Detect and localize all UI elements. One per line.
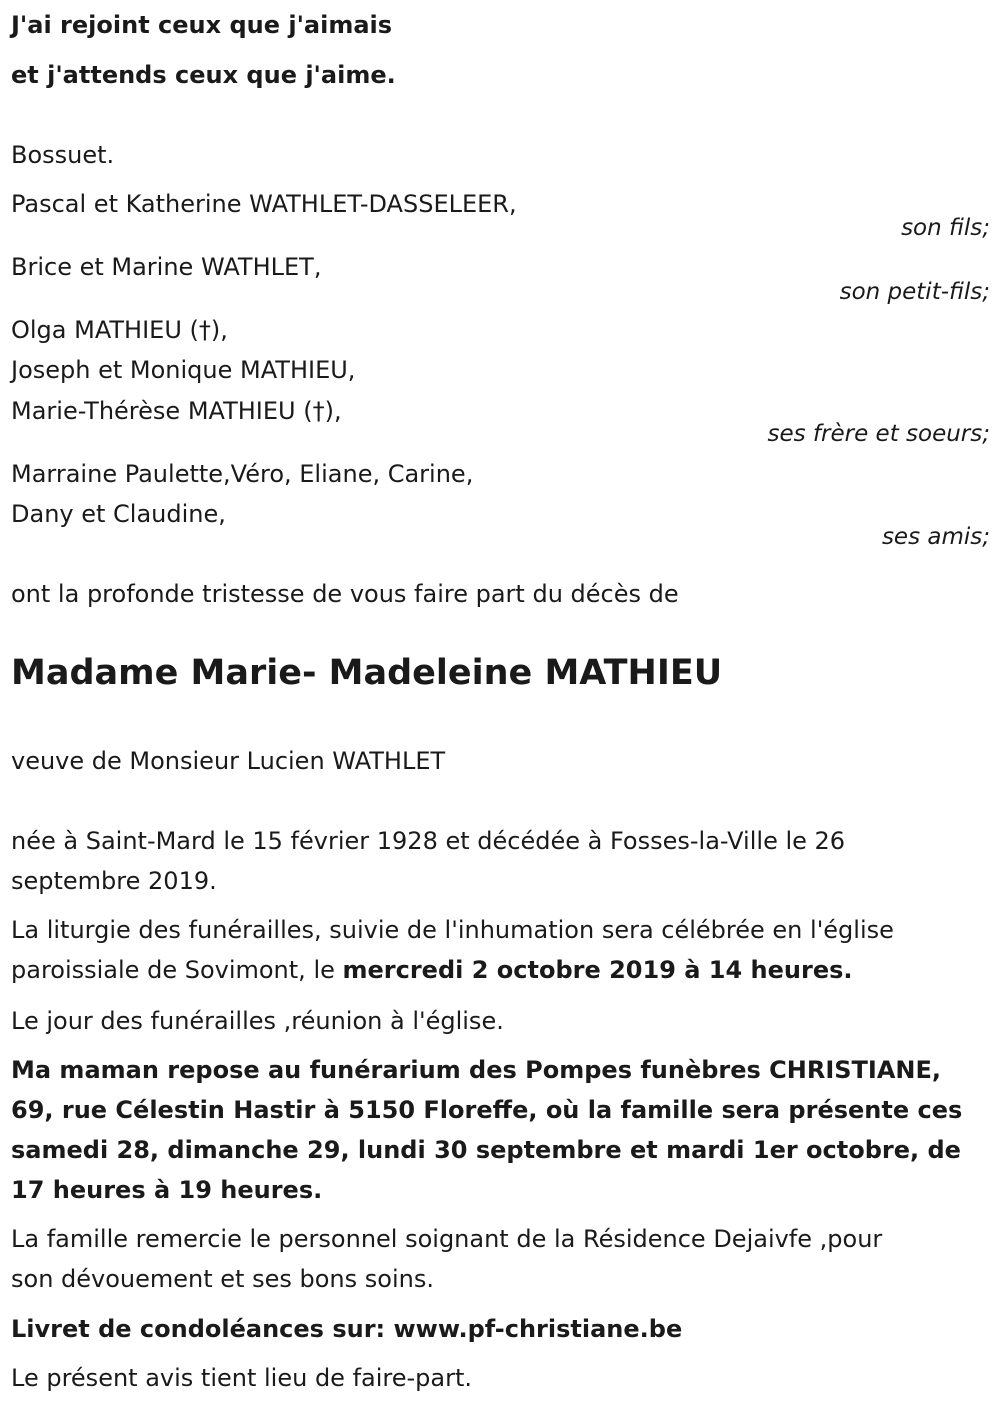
gathering-text: Le jour des funérailles ,réunion à l'église. (11, 1007, 504, 1035)
family-name-line: Dany et Claudine, (11, 500, 226, 528)
visitation-line: samedi 28, dimanche 29, lundi 30 septembre et mardi 1er octobre, de (11, 1136, 961, 1164)
birth-death-line-2: septembre 2019. (11, 867, 217, 895)
thanks-line-2: son dévouement et ses bons soins. (11, 1265, 434, 1293)
funeral-line-2 (11, 955, 853, 985)
family-name-line: Marie-Thérèse MATHIEU (†), (11, 397, 342, 425)
announcement-text: ont la profonde tristesse de vous faire part du décès de (11, 580, 679, 608)
visitation-line: 69, rue Célestin Hastir à 5150 Floreffe, où la famille sera présente ces (11, 1096, 963, 1124)
family-relation-son: son fils; (901, 215, 990, 241)
condolences-link[interactable]: Livret de condoléances sur: www.pf-christiane.be (11, 1315, 683, 1343)
family-relation-friends: ses amis; (881, 524, 990, 550)
deceased-name: Madame Marie- Madeleine MATHIEU (11, 653, 723, 693)
epigraph-line-2: et j'attends ceux que j'aime. (11, 61, 396, 89)
family-place: Bossuet. (11, 141, 115, 169)
family-relation-grandson: son petit-fils; (839, 279, 990, 305)
family-name-line: Joseph et Monique MATHIEU, (11, 356, 356, 384)
family-name-line: Olga MATHIEU (†), (11, 316, 228, 344)
visitation-line: 17 heures à 19 heures. (11, 1176, 323, 1204)
birth-death-line-1: née à Saint-Mard le 15 février 1928 et décédée à Fosses-la-Ville le 26 (11, 827, 846, 855)
closing-text: Le présent avis tient lieu de faire-part. (11, 1364, 473, 1392)
funeral-line-1: La liturgie des funérailles, suivie de l'inhumation sera célébrée en l'église (11, 916, 894, 944)
family-relation-siblings: ses frère et soeurs; (767, 421, 990, 447)
family-name-line: Marraine Paulette,Véro, Eliane, Carine, (11, 460, 474, 488)
epigraph-line-1: J'ai rejoint ceux que j'aimais (11, 11, 393, 39)
visitation-line: Ma maman repose au funérarium des Pompes funèbres CHRISTIANE, (11, 1056, 942, 1084)
family-name-line: Pascal et Katherine WATHLET-DASSELEER, (11, 190, 517, 218)
family-name-line: Brice et Marine WATHLET, (11, 253, 322, 281)
thanks-line-1: La famille remercie le personnel soignant de la Résidence Dejaivfe ,pour (11, 1225, 883, 1253)
widow-of-text: veuve de Monsieur Lucien WATHLET (11, 747, 446, 775)
funeral-date-time: mercredi 2 octobre 2019 à 14 heures. (342, 956, 853, 984)
funeral-line-2-prefix: paroissiale de Sovimont, le (11, 956, 343, 984)
